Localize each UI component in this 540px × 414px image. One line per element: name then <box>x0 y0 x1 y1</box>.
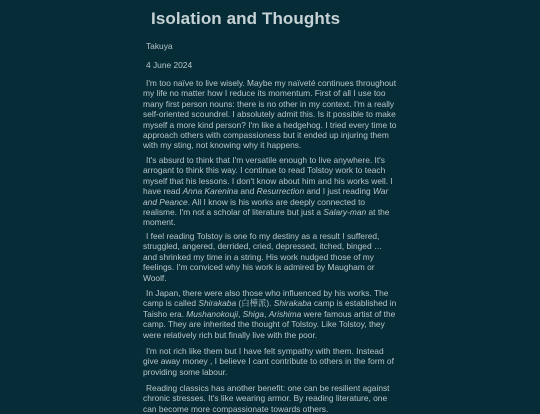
italic-term: Shirakaba <box>198 298 237 309</box>
paragraph-1: I'm too naïve to live wisely. Maybe my naïveté continues throughout my life no matter how I reduce its momentum. First of all I use too many first person nouns: there is no other in my context. I'm a really self-oriented scoundrel. I absolutely admit this. Is it possible to make myself a more kind person? I'm like a hedgehog. I tried every time to approach others with compassioness but it ended up injuring them with my sting, not knowing why it happens. <box>143 78 397 151</box>
paragraph-2: It's absurd to think that I'm versatile enough to live anywhere. It's arrogant to think this way. I continue to read Tolstoy work to teach myself that his lessons. I don't know about him and his works well. I have read Anna Karenina and Resurrection and I just reading War and Peance. All I know is his works are deeply connected to realisme. I'm not a scholar of literature but just a Salary-man at the moment. <box>143 155 393 228</box>
paragraph-4: In Japan, there were also those who influenced by his works. The camp is called Shirakaba (白樺派). Shirakaba camp is established in Taisho era. Mushanokouji, Shiga, Arishima were famous artist of the camp. They are inherited the thought of Tolstoy. Like Tolstoy, they were relatively rich but finally live with the poor. <box>143 288 397 340</box>
italic-term: Anna Karenina <box>182 186 238 197</box>
paragraph-5: I'm not rich like them but I have felt sympathy with them. Instead give away money , I believe I cant contribute to others in the form of providing some labour. <box>143 346 394 377</box>
publish-date: 4 June 2024 <box>146 60 193 70</box>
italic-term: Shirakaba <box>273 298 312 309</box>
italic-term: Arishima <box>268 308 302 319</box>
italic-term: Shiga <box>242 308 265 319</box>
article-title: Isolation and Thoughts <box>151 9 341 28</box>
italic-term: Mushanokouji <box>186 308 238 319</box>
paragraph-3: I feel reading Tolstoy is one fo my destiny as a result I suffered, struggled, angered, derrided, cried, depressed, itched, binged … and shrinked my time in a string. His work nudged those of my feelings. I'm conviced why his work is admired by Maugham or Woolf. <box>143 231 383 283</box>
italic-term: Salary-man <box>323 207 367 218</box>
paragraph-6: Reading classics has another benefit: one can be resilient against chronic stresses. It's like wearing armor. By reading literature, one can become more compassionate towards others. <box>143 383 390 414</box>
author-name: Takuya <box>146 41 173 51</box>
italic-term: War and Peance <box>143 186 389 207</box>
italic-term: Resurrection <box>256 186 305 197</box>
